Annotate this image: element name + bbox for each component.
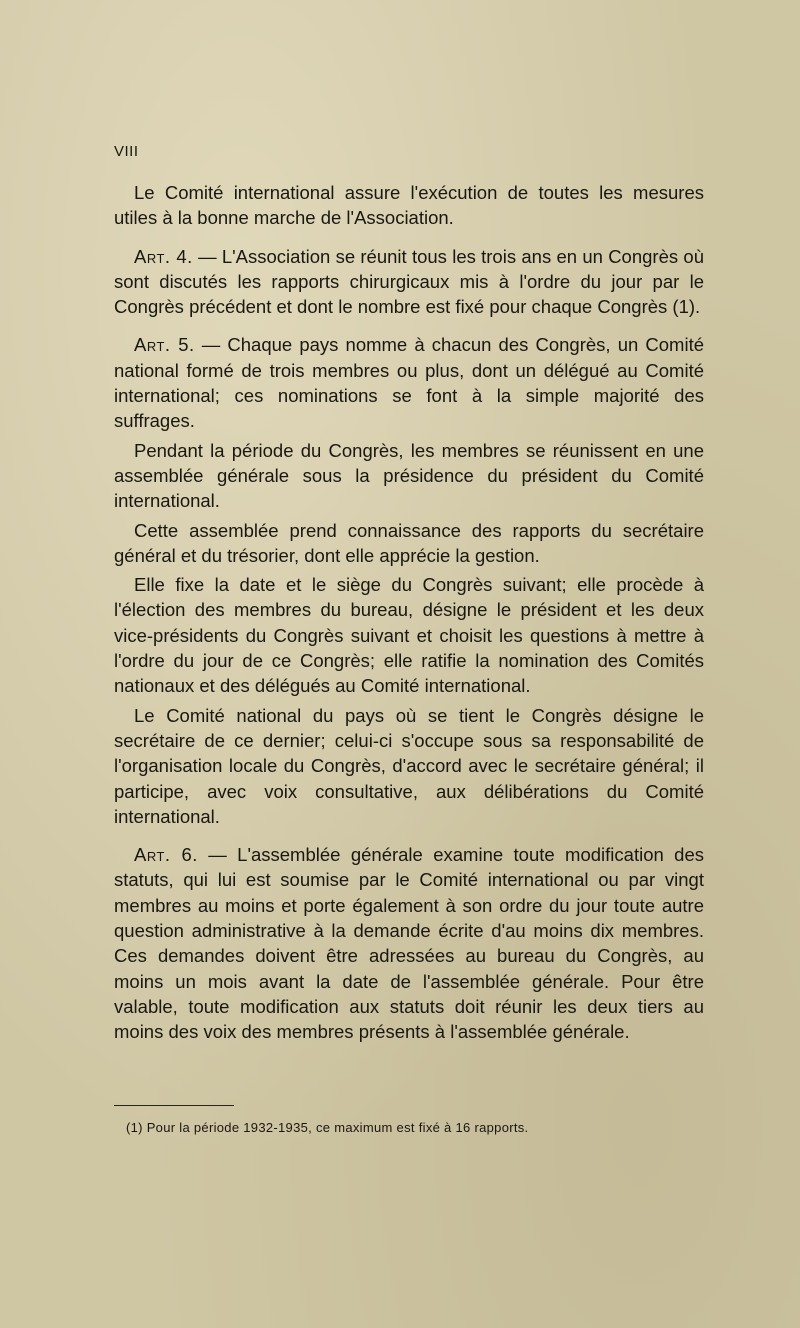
paragraph-assembly [114, 438, 704, 514]
paragraph-text: — L'assemblée générale examine toute modification des statuts, qui lui est soumise par le Comité international ou par vingt membres au moins et porte également à son ordre du jour toute autre question administrative à la demande écrite d'au moins dix membres. Ces demandes doivent être adressées au bureau du Congrès, au moins un mois avant la date de l'assemblée générale. Pour être valable, toute modification aux statuts doit réunir les deux tiers au moins des voix des membres présents à l'assemblée générale. [114, 844, 704, 1043]
article-4 [114, 244, 704, 320]
paragraph-elections [114, 572, 704, 698]
article-label: Art. 6. [134, 844, 198, 866]
article-6 [114, 842, 704, 1044]
paragraph-text: Le Comité international assure l'exécution de toutes les mesures utiles à la bonne marche de l'Association. [114, 182, 704, 229]
paragraph-text: Elle fixe la date et le siège du Congrès suivant; elle procède à l'élection des membres du bureau, désigne le président et les deux vice-présidents du Congrès suivant et choisit les questions à mettre à l'ordre du jour de ce Congrès; elle ratifie la nomination des Comités nationaux et des délégués au Comité international. [114, 574, 704, 697]
paragraph-intro [114, 180, 704, 231]
paragraph-text: Le Comité national du pays où se tient le Congrès désigne le secrétaire de ce dernier; celui-ci s'occupe sous sa responsabilité de l'organisation locale du Congrès, d'accord avec le secrétaire général; il participe, avec voix consultative, aux délibérations du Comité international. [114, 704, 704, 827]
paragraph-national-committee [114, 703, 704, 829]
page-number: VIII [114, 143, 139, 160]
article-label: Art. 4. [134, 245, 193, 267]
paragraph-reports [114, 518, 704, 569]
footnote-divider [114, 1105, 234, 1106]
body-text [114, 180, 704, 1045]
paragraph-text: Pendant la période du Congrès, les membres se réunissent en une assemblée générale sous la présidence du président du Comité international. [114, 439, 704, 512]
footnote: (1) Pour la période 1932-1935, ce maximum est fixé à 16 rapports. [126, 1120, 529, 1135]
article-5 [114, 332, 704, 433]
paragraph-text: — L'Association se réunit tous les trois ans en un Congrès où sont discutés les rapports chirurgicaux mis à l'ordre du jour par le Congrès précédent et dont le nombre est fixé pour chaque Congrès (1). [114, 245, 704, 318]
article-label: Art. 5. [134, 334, 195, 356]
paragraph-text: — Chaque pays nomme à chacun des Congrès, un Comité national formé de trois membres ou plus, dont un délégué au Comité international; ces nominations se font à la simple majorité des suffrages. [114, 334, 704, 432]
paragraph-text: Cette assemblée prend connaissance des rapports du secrétaire général et du trésorier, dont elle apprécie la gestion. [114, 519, 704, 566]
